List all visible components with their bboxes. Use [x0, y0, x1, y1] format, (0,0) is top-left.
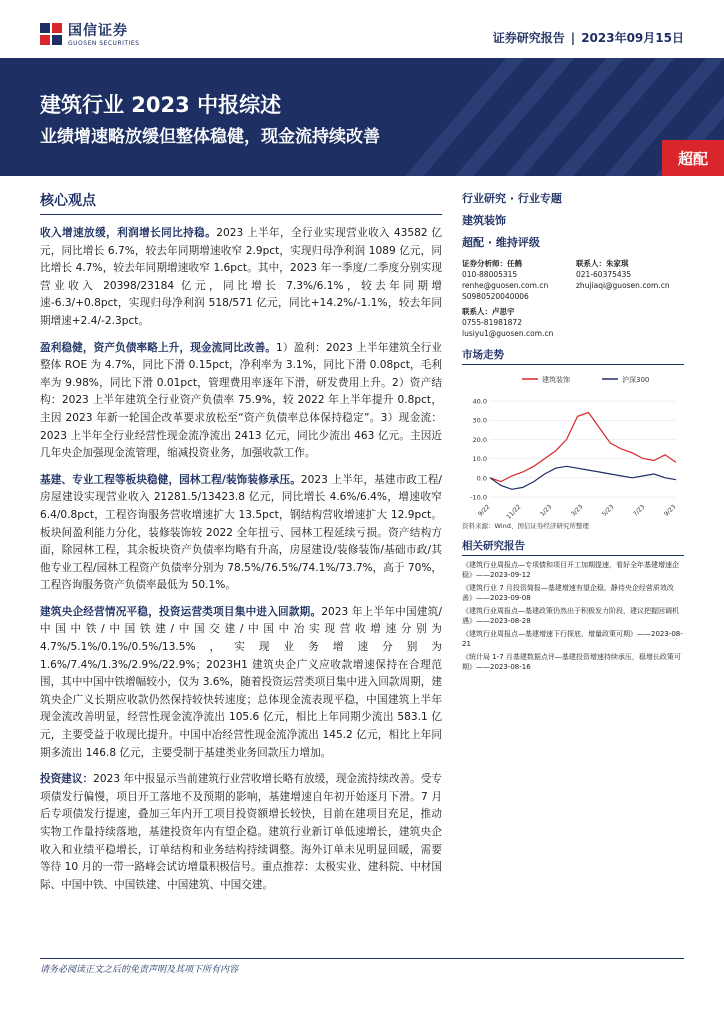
y-tick-label: 40.0: [472, 397, 487, 406]
paragraph-lead: 收入增速放缓，利润增长同比持稳。: [40, 227, 217, 239]
x-tick-label: 9/23: [662, 503, 678, 518]
company-logo: [40, 20, 139, 47]
analyst-email[interactable]: zhujiaqi@guosen.com.cn: [576, 281, 670, 290]
report-subtitle: 业绩增速略放缓但整体稳健，现金流持续改善: [40, 127, 380, 147]
core-view-paragraph: [40, 340, 442, 463]
core-view-paragraph: [40, 225, 442, 331]
related-report-item[interactable]: 《建筑行业周报点—基建政策仍然出于积极发力阶段，建议把握回调机遇》——2023-08-28: [462, 607, 679, 625]
x-tick-label: 9/22: [476, 503, 492, 518]
meta-separator: |: [570, 31, 576, 45]
report-date: 2023年09月15日: [581, 31, 684, 45]
analyst-card: [576, 258, 684, 302]
series-line: [490, 413, 676, 482]
market-trend-chart: [462, 369, 684, 519]
chart-source: 资料来源：Wind、国信证券经济研究所整理: [462, 522, 589, 530]
rating-label: 超配 · 维持评级: [462, 236, 540, 249]
report-meta: [493, 29, 684, 46]
y-tick-label: 0.0: [476, 474, 487, 483]
paragraph-body: 2023 上半年，基建市政工程/房屋建设实现营业收入 21281.5/13423.8 亿元，同比增长 4.6%/6.4%，增速收窄 6.4/0.8pct，工程咨询服务营收增速扩大 13.5pct，钢结构营收增速扩大 12.9pct。板块间盈利能力分化，装修装饰较 2022 全年扭亏、园林工程延续亏损。资产结构方面，除园林工程，其余板块资产负债率均略有升高，房屋建设/装修装饰/基础市政/其他专业工程/园林工程资产负债率分别为 78.5%/76.5%/74.1%/73.7%，高于 70%，工程咨询服务资产负债率最低为 50.1%。: [40, 473, 442, 592]
related-report-item[interactable]: 《统计局 1-7 月基建数据点评—基建投资增速持续承压，稳增长政策可期》——2023-08-16: [462, 653, 681, 671]
y-tick-label: 20.0: [472, 435, 487, 444]
analyst-contacts: [462, 258, 684, 302]
y-tick-label: -10.0: [470, 493, 487, 502]
legend-label: 建筑装饰: [542, 376, 570, 384]
x-tick-label: 5/23: [600, 503, 616, 518]
core-view-paragraph: [40, 771, 442, 894]
analyst-role: 证券分析师：任鹤: [462, 259, 522, 268]
related-reports-title: 相关研究报告: [462, 538, 684, 556]
sector-name: 建筑装饰: [462, 214, 506, 227]
logo-name-en: GUOSEN SECURITIES: [68, 40, 140, 47]
x-tick-label: 1/23: [538, 503, 554, 518]
report-title: 建筑行业 2023 中报综述: [40, 93, 282, 117]
related-report-item[interactable]: 《建筑行业 7 月投资简报—基建增速有望企稳，静待央企经营质效改善》——2023-09-08: [462, 584, 674, 602]
core-view-paragraph: [40, 604, 442, 762]
logo-mark-icon: [40, 23, 62, 45]
top-bar: [0, 0, 724, 58]
contact-email[interactable]: lusiyu1@guosen.com.cn: [462, 329, 554, 338]
contact-card: [462, 306, 684, 339]
report-type: 证券研究报告: [492, 31, 565, 45]
core-views-title: 核心观点: [40, 190, 442, 215]
sidebar: [462, 190, 684, 675]
analyst-role: 联系人：朱家琪: [576, 259, 629, 268]
x-tick-label: 11/22: [505, 503, 523, 519]
analyst-card: [462, 258, 570, 302]
paragraph-body: 2023 年中报显示当前建筑行业营收增长略有放缓，现金流持续改善。受专项债发行偏慢，项目开工落地不及预期的影响，基建增速自年初开始逐月下滑。7 月后专项债发行提速，叠加三年内开工项目投资额增长较快，目前在建项目充足，推动实物工作量持续落地，基建投资年内有望企稳。建筑行业新订单低速增长，建筑央企收入和业绩平稳增长，订单结构和业务结构持续调整。海外订单未见明显回暖，需要等待 10 月的一带一路峰会试访增量积极信号。重点推荐：太极实业、建科院、中材国际、中国中铁、中国铁建、中国建筑、中国交建。: [40, 773, 443, 891]
core-views-column: [40, 190, 442, 903]
industry-label: 行业研究 · 行业专题: [462, 192, 562, 205]
paragraph-lead: 基建、专业工程等板块稳健，园林工程/装饰装修承压。: [40, 473, 301, 486]
related-report-item[interactable]: 《建筑行业周报点—专项债和项目开工加期提速，看好全年基建增速企稳》——2023-09-12: [462, 561, 679, 579]
footer-disclaimer: 请务必阅读正文之后的免责声明及其项下所有内容: [40, 965, 239, 975]
rating-tag: 超配: [662, 140, 724, 176]
contact-role: 联系人：卢思宇: [462, 307, 515, 316]
legend-label: 沪深300: [622, 376, 650, 384]
paragraph-body: 2023 上半年，全行业实现营业收入 43582 亿元，同比增长 6.7%，较去年同期增速收窄 2.9pct，实现归母净利润 1089 亿元，同比增长 4.7%，较去年同期增速收窄 1.6pct。其中，2023 年一季度/二季度分别实现营业收入 20398/23184 亿元，同比增长 7.3%/6.1%，较去年同期增速-6.3/+0.8pct，实现归母净利润 518/571 亿元，同比+14.2%/-1.1%，较去年同期增速+2.4/-2.3pct。: [40, 227, 443, 327]
analyst-email[interactable]: renhe@guosen.com.cn: [462, 281, 549, 290]
y-tick-label: 10.0: [472, 455, 487, 464]
analyst-phone: 010-88005315: [462, 270, 518, 279]
analyst-phone: 021-60375435: [576, 270, 632, 279]
x-tick-label: 7/23: [631, 503, 647, 518]
related-reports-list: [462, 560, 684, 672]
paragraph-lead: 建筑央企经营情况平稳，投资运营类项目集中进入回款期。: [40, 605, 322, 618]
y-tick-label: 30.0: [472, 416, 487, 425]
analyst-cert: S0980520040006: [462, 292, 529, 301]
logo-name-cn: 国信证券: [68, 23, 128, 39]
market-trend-title: 市场走势: [462, 347, 684, 365]
paragraph-body: 2023 年上半年中国建筑/中国中铁/中国铁建/中国交建/中国中冶实现营收增速分别为 4.7%/5.1%/0.1%/0.5%/13.5%，实现业务增速分别为 1.6%/7.4%/1.3%/2.9%/22.9%；2023H1 建筑央企广义应收款增速保持在合理范围，其中中国中铁增幅较小，仅为 3.6%，随着投资运营类项目集中进入回款周期，建筑央企广义长期应收款仍然保持较快转速度；总体现金流表现平稳，中国建筑上半年现金流改善明显，经营性现金流净流出 105.6 亿元，相比上年同期少流出 583.1 亿元，主要受益于收现比提升。中国中冶经营性现金流净流出 145.2 亿元，相比上年同期多流出 146.8 亿元，主要受制于基建类业务回款压力增加。: [40, 605, 442, 759]
contact-phone: 0755-81981872: [462, 318, 522, 327]
footer-divider: [40, 958, 684, 959]
paragraph-body: 1）盈利：2023 上半年建筑全行业整体 ROE 为 4.7%，同比下滑 0.15pct，净利率为 3.1%，同比下滑 0.08pct，毛利率为 9.98%，同比下滑 0.01pct，管理费用率逐年下滑，研发费用上升。2）资产结构：2023 上半年建筑全行业资产负债率 75.9%，较 2022 年上半年提升 0.8pct，主因 2023 年新一轮国企改革要求放松至“资产负债率总体保持稳定”。3）现金流：2023 上半年全行业经营性现金流净流出 2413 亿元，同比少流出 463 亿元。主因近几年央企加强现金流管理，缩减投资业务，加强收款工作。: [40, 341, 442, 460]
core-view-paragraph: [40, 472, 442, 595]
x-tick-label: 3/23: [569, 503, 585, 518]
paragraph-lead: 盈利稳健，资产负债率略上升，现金流同比改善。: [40, 341, 277, 354]
chart-svg: [462, 369, 684, 519]
paragraph-lead: 投资建议：: [40, 773, 94, 786]
title-banner: [0, 58, 724, 176]
related-report-item[interactable]: 《建筑行业周报点—基建增速下行探底，增量政策可期》——2023-08-21: [462, 630, 683, 648]
